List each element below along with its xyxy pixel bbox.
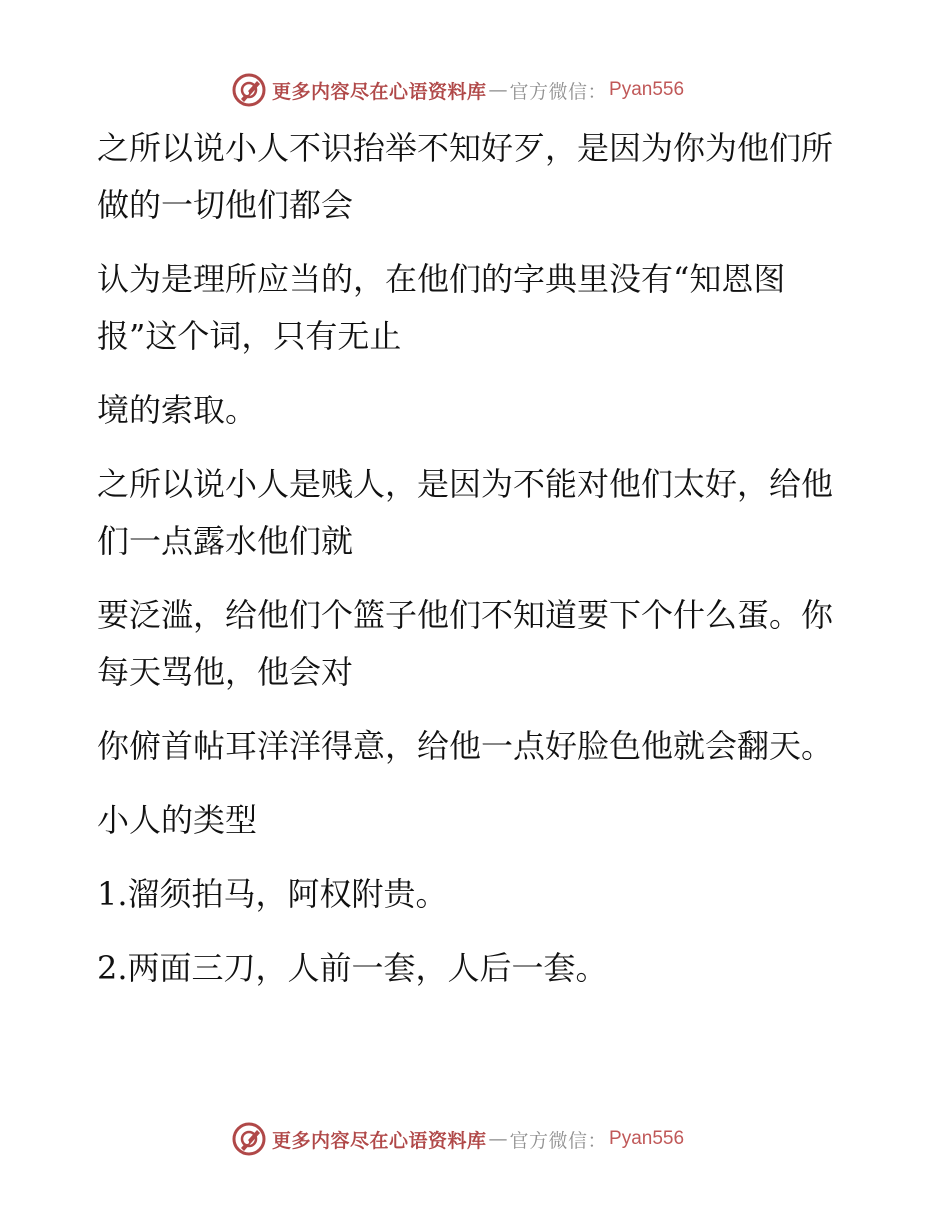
- document-body: [97, 120, 837, 1014]
- section-heading: 小人的类型: [97, 801, 258, 839]
- banner-wechat-id: Pyan556: [609, 1128, 685, 1149]
- list-item: 2.两面三刀，人前一套，人后一套。: [97, 949, 608, 987]
- paragraph: 境的索取。: [97, 391, 258, 429]
- banner-promo-text: 更多内容尽在心语资料库: [272, 80, 487, 103]
- pen-nib-logo-icon: [232, 1122, 266, 1156]
- banner-wechat-label: 官方微信：: [509, 1129, 608, 1152]
- paragraph: 要泛滥，给他们个篮子他们不知道要下个什么蛋。你每天骂他，他会对: [97, 596, 834, 691]
- list-item: 1.溜须拍马，阿权附贵。: [97, 875, 448, 913]
- banner-wechat-label: 官方微信：: [509, 80, 608, 103]
- paragraph: 你俯首帖耳洋洋得意，给他一点好脸色他就会翻天。: [97, 727, 834, 765]
- paragraph: 认为是理所应当的，在他们的字典里没有“知恩图报”这个词，只有无止: [97, 260, 786, 355]
- footer-banner: [232, 1121, 732, 1157]
- banner-dash: —: [488, 79, 508, 101]
- header-banner: [232, 72, 732, 108]
- pen-nib-logo-icon: [232, 73, 266, 107]
- banner-dash: —: [488, 1128, 508, 1150]
- banner-wechat-id: Pyan556: [609, 79, 685, 100]
- banner-promo-text: 更多内容尽在心语资料库: [272, 1129, 487, 1152]
- paragraph: 之所以说小人是贱人，是因为不能对他们太好，给他们一点露水他们就: [97, 465, 834, 560]
- paragraph: 之所以说小人不识抬举不知好歹，是因为你为他们所做的一切他们都会: [97, 129, 834, 224]
